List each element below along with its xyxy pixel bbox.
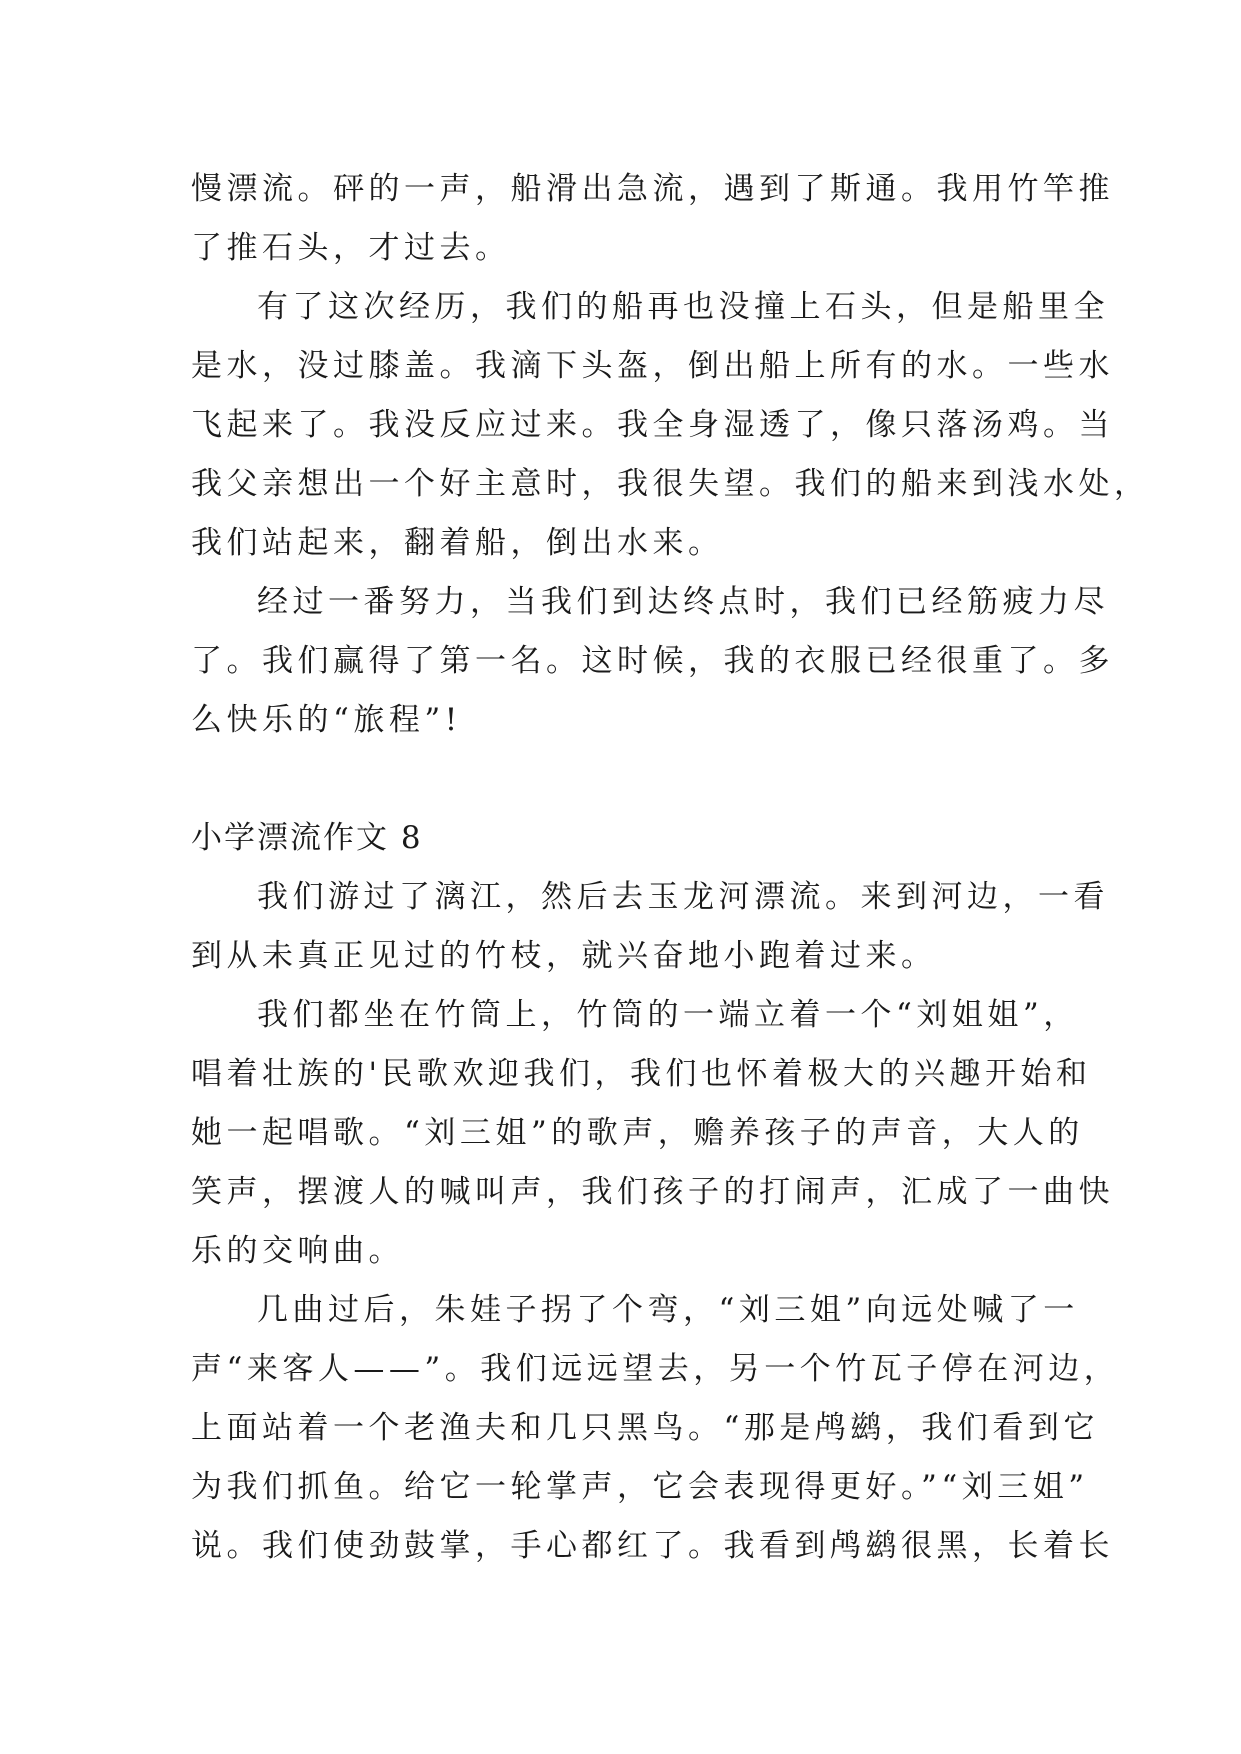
text-line: 几曲过后，朱娃子拐了个弯，“刘三姐”向远处喊了一 [257, 1292, 1079, 1328]
blank-line [191, 750, 1051, 809]
text-line: 慢漂流。砰的一声，船滑出急流，遇到了斯通。我用竹竿推 [191, 171, 1114, 207]
text-line: 她一起唱歌。“刘三姐”的歌声，赡养孩子的声音，大人的 [191, 1115, 1084, 1151]
text-line: 了。我们赢得了第一名。这时候，我的衣服已经很重了。多 [191, 643, 1114, 679]
text-line: 么快乐的“旅程”! [191, 702, 462, 738]
text-line: 我们站起来，翻着船，倒出水来。 [191, 525, 724, 561]
paragraph [191, 278, 1150, 573]
text-line: 笑声，摆渡人的喊叫声，我们孩子的打闹声，汇成了一曲快 [191, 1174, 1114, 1210]
text-line: 是水，没过膝盖。我滴下头盔，倒出船上所有的水。一些水 [191, 348, 1114, 384]
text-line: 经过一番努力，当我们到达终点时，我们已经筋疲力尽 [257, 584, 1109, 620]
text-line: 到从未真正见过的竹枝，就兴奋地小跑着过来。 [191, 938, 937, 974]
text-line: 了推石头，才过去。 [191, 230, 511, 266]
paragraph [191, 1281, 1120, 1576]
text-line: 说。我们使劲鼓掌，手心都红了。我看到鸬鹚很黑，长着长 [191, 1528, 1114, 1564]
paragraph [191, 986, 1114, 1281]
paragraph [191, 868, 1109, 986]
paragraph [191, 573, 1114, 750]
paragraph [191, 160, 1114, 278]
text-line: 上面站着一个老渔夫和几只黑鸟。“那是鸬鹚，我们看到它 [191, 1410, 1099, 1446]
text-line: 我父亲想出一个好主意时，我很失望。我们的船来到浅水处， [191, 466, 1150, 502]
text-line: 我们游过了漓江，然后去玉龙河漂流。来到河边，一看 [257, 879, 1109, 915]
text-line: 飞起来了。我没反应过来。我全身湿透了，像只落汤鸡。当 [191, 407, 1114, 443]
text-line: 唱着壮族的'民歌欢迎我们，我们也怀着极大的兴趣开始和 [191, 1056, 1092, 1092]
text-line: 为我们抓鱼。给它一轮掌声，它会表现得更好。”“刘三姐” [191, 1469, 1089, 1505]
essay-body [191, 160, 1150, 1576]
section-title: 小学漂流作文 8 [191, 820, 423, 856]
text-line: 声“来客人——”。我们远远望去，另一个竹瓦子停在河边， [191, 1351, 1120, 1387]
text-line: 我们都坐在竹筒上，竹筒的一端立着一个“刘姐姐”， [257, 997, 1079, 1033]
text-line: 乐的交响曲。 [191, 1233, 404, 1269]
text-line: 有了这次经历，我们的船再也没撞上石头，但是船里全 [257, 289, 1109, 325]
